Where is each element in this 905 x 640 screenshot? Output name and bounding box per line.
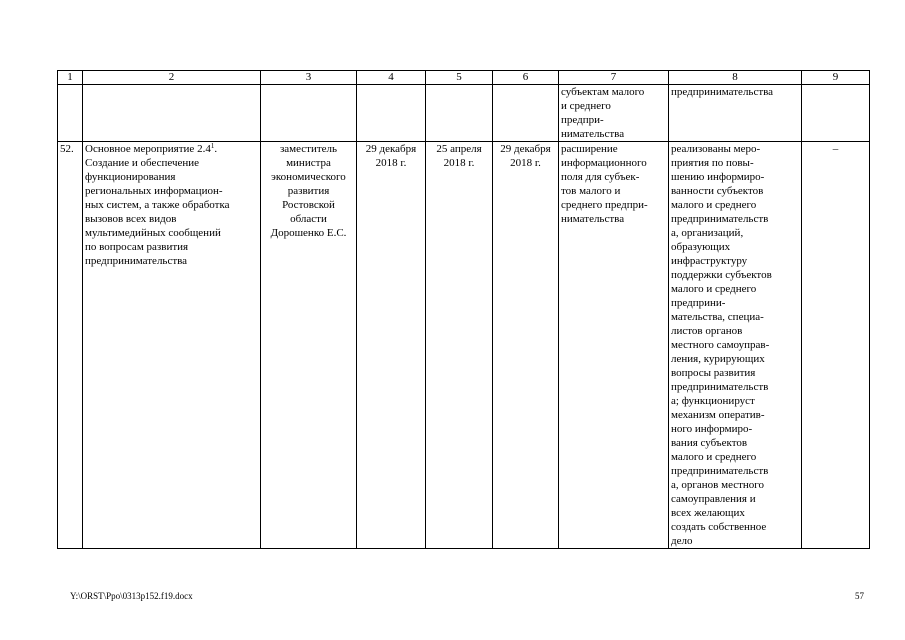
planned-start-date: 29 декабря 2018 г. — [357, 142, 426, 549]
activity-title-main: Основное мероприятие 2.4 — [85, 143, 211, 155]
column-number: 2 — [83, 71, 261, 85]
activity-title-superscript: 1 — [210, 142, 215, 150]
continued-actual-result: предпринимательства — [669, 85, 802, 142]
table-row-52 — [58, 142, 870, 549]
column-number: 3 — [261, 71, 357, 85]
footer-page-number: 57 — [855, 591, 864, 601]
column-number: 8 — [669, 71, 802, 85]
responsible-person: заместитель министра экономического развития Ростовской области Дорошенко Е.С. — [261, 142, 357, 549]
expected-result: расширение информационного поля для субъек- тов малого и среднего предпри- нимательства — [559, 142, 669, 549]
column-number: 9 — [802, 71, 870, 85]
report-table — [57, 70, 870, 549]
note-cell: – — [802, 142, 870, 549]
column-number: 5 — [426, 71, 493, 85]
column-number: 6 — [493, 71, 559, 85]
activity-title — [83, 142, 261, 549]
actual-date: 29 декабря 2018 г. — [493, 142, 559, 549]
activity-title-rest: Создание и обеспечение функционирования региональных информацион- ных систем, а также обработка вызовов всех видов мультимедийных сообщений по вопросам развития предпринимательства — [85, 157, 230, 267]
column-number: 7 — [559, 71, 669, 85]
actual-result: реализованы меро- приятия по повы- шению информиро- ванности субъектов малого и среднего предпринимательств а, организаций, образующих инфраструктуру поддержки субъектов малого и среднего предприни- мательства, специа- листов органов местного самоуправ- ления, курирующих вопросы развития предпринимательств а; функционируст механизм оператив- ного информиро- вания субъектов малого и среднего предпринимательств а, органов местного самоуправления и всех желающих создать собственное дело — [669, 142, 802, 549]
activity-title-dot: . — [214, 143, 218, 155]
row-number: 52. — [58, 142, 83, 549]
planned-end-date: 25 апреля 2018 г. — [426, 142, 493, 549]
column-number-row — [58, 71, 870, 85]
column-number: 1 — [58, 71, 83, 85]
footer-file-path: Y:\ORST\Ppo\0313p152.f19.docx — [70, 591, 193, 601]
column-number: 4 — [357, 71, 426, 85]
continuation-row — [58, 85, 870, 142]
continued-expected-result: субъектам малого и среднего предпри- нимательства — [559, 85, 669, 142]
